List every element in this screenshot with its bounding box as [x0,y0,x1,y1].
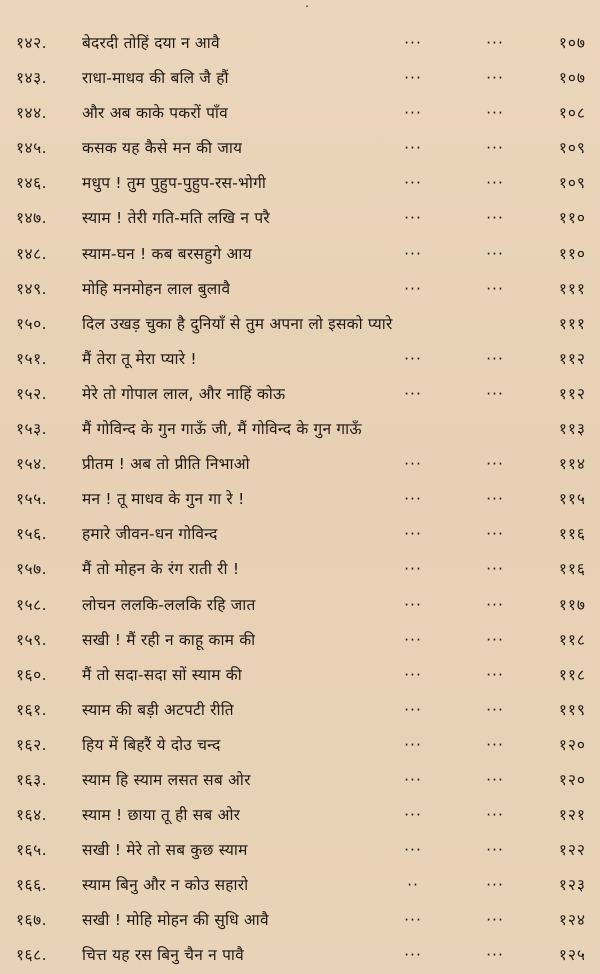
entry-title: कसक यह कैसे मन की जाय [82,139,243,158]
entry-title: प्रीतम ! अब तो प्रीति निभाओ [82,455,250,474]
entry-title: राधा-माधव की बलि जै हौं [82,69,229,88]
entry-number: १६३. [16,770,48,789]
entry-title: मन ! तू माधव के गुन गा रे ! [82,490,245,509]
leader-dots-left: ··· [404,139,422,158]
leader-dots-right: ··· [486,490,504,509]
toc-entry [0,377,600,412]
leader-dots-left: ··· [404,560,422,579]
entry-title: स्याम बिनु और न कोउ सहारो [82,876,249,895]
entry-title: स्याम हि स्याम लसत सब ओर [82,770,251,789]
leader-dots-right: ··· [486,876,504,895]
entry-number: १५१. [16,349,48,368]
leader-dots-right: ··· [486,735,504,754]
entry-number: १६२. [16,735,48,754]
entry-page-number: ११३ [558,420,586,439]
toc-entry [0,272,600,307]
entry-number: १५६. [16,525,48,544]
leader-dots-right: ··· [486,455,504,474]
leader-dots-left: ··· [404,735,422,754]
entry-page-number: ११८ [558,665,586,684]
leader-dots-right: ··· [486,700,504,719]
leader-dots-left: ··· [404,630,422,649]
leader-dots-left: ··· [404,595,422,614]
entry-page-number: १०९ [558,174,586,193]
entry-number: १४७. [16,209,48,228]
entry-number: १४४. [16,104,48,123]
entry-title: स्याम की बड़ी अटपटी रीति [82,700,234,719]
entry-title: मैं तेरा तू मेरा प्यारे ! [82,349,197,368]
toc-entry [0,903,600,938]
toc-entry [0,693,600,728]
entry-page-number: १०८ [558,104,586,123]
toc-entry [0,61,600,96]
leader-dots-left: ··· [404,946,422,965]
leader-dots-left: ··· [404,349,422,368]
entry-page-number: १२२ [558,841,586,860]
leader-dots-left: ··· [404,69,422,88]
leader-dots-left: ··· [404,665,422,684]
entry-title: मोहि मनमोहन लाल बुलावै [82,279,231,298]
leader-dots-right: ··· [486,560,504,579]
leader-dots-left: ··· [404,490,422,509]
leader-dots-right: ··· [486,595,504,614]
leader-dots-left: ··· [404,244,422,263]
entry-page-number: १२५ [558,946,586,965]
entry-number: १५७. [16,560,48,579]
entry-number: १५८. [16,595,48,614]
entry-number: १६५. [16,841,48,860]
entry-title: बेदरदी तोहिं दया न आवै [82,34,220,52]
entry-number: १६४. [16,806,48,825]
entry-page-number: ११० [558,209,586,228]
leader-dots-left: ··· [404,700,422,719]
entry-number: १६७. [16,911,48,930]
entry-number: १४५. [16,139,48,158]
entry-number: १४९. [16,279,48,298]
toc-entry [0,96,600,131]
entry-number: १४२. [16,34,48,52]
leader-dots-left: ··· [404,104,422,123]
toc-entry [0,868,600,903]
entry-page-number: १०७ [558,34,586,52]
toc-entry [0,833,600,868]
toc-entry [0,658,600,693]
leader-dots-right: ··· [486,665,504,684]
entry-number: १४८. [16,244,48,263]
leader-dots-right: ··· [486,349,504,368]
toc-entry [0,201,600,236]
toc-entry [0,237,600,272]
entry-number: १५३. [16,420,48,439]
toc-entry [0,342,600,377]
leader-dots-right: ··· [486,841,504,860]
entry-page-number: ११६ [558,560,586,579]
entry-title: मैं तो मोहन के रंग राती री ! [82,560,240,579]
entry-page-number: १०९ [558,139,586,158]
leader-dots-right: ··· [486,806,504,825]
leader-dots-right: ··· [486,946,504,965]
toc-entry [0,588,600,623]
toc-entry [0,307,600,342]
toc-entry [0,763,600,798]
leader-dots-right: ··· [486,69,504,88]
toc-entry [0,552,600,587]
entry-number: १५९. [16,630,48,649]
leader-dots-left: ··· [404,174,422,193]
entry-page-number: १२३ [558,876,586,895]
entry-title: मैं गोविन्द के गुन गाऊँ जी, मैं गोविन्द के गुन गाऊँ [82,420,362,439]
toc-entry [0,26,600,61]
top-mark: . [305,0,309,10]
entry-number: १६१. [16,700,48,719]
entry-page-number: ११७ [558,595,586,614]
toc-entry [0,412,600,447]
leader-dots-right: ··· [486,911,504,930]
entry-page-number: ११५ [558,490,586,509]
entry-number: १४६. [16,174,48,193]
entry-page-number: १२१ [558,806,586,825]
leader-dots-right: ··· [486,34,504,52]
leader-dots-right: ··· [486,384,504,403]
entry-title: चित्त यह रस बिनु चैन न पावै [82,946,244,965]
entry-title: और अब काके पकरों पाँव [82,104,228,123]
entry-title: सखी ! मेरे तो सब कुछ स्याम [82,841,248,860]
entry-page-number: १२० [558,770,586,789]
entry-title: हमारे जीवन-धन गोविन्द [82,525,218,544]
toc-entry [0,728,600,763]
entry-number: १५२. [16,384,48,403]
toc-entry [0,131,600,166]
table-of-contents [0,26,600,974]
entry-title: मधुप ! तुम पुहुप-पुहुप-रस-भोगी [82,174,267,193]
toc-entry [0,447,600,482]
entry-page-number: १२० [558,735,586,754]
entry-page-number: ११० [558,244,586,263]
entry-number: १४३. [16,69,48,88]
entry-page-number: १११ [558,314,586,333]
entry-title: स्याम-घन ! कब बरसहुगे आय [82,244,252,263]
entry-title: सखी ! मोहि मोहन की सुधि आवै [82,911,269,930]
entry-page-number: १२४ [558,911,586,930]
leader-dots-right: ··· [486,174,504,193]
toc-entry [0,517,600,552]
entry-title: मेरे तो गोपाल लाल, और नाहिं कोऊ [82,384,286,403]
entry-page-number: ११८ [558,630,586,649]
entry-title: सखी ! मैं रही न काहू काम की [82,630,256,649]
leader-dots-left: ··· [404,806,422,825]
entry-title: लोचन ललकि-ललकि रहि जात [82,595,256,614]
leader-dots-right: ··· [486,770,504,789]
leader-dots-left: ··· [404,209,422,228]
leader-dots-left: ··· [404,911,422,930]
leader-dots-right: ··· [486,279,504,298]
entry-number: १६६. [16,876,48,895]
entry-page-number: ११६ [558,525,586,544]
entry-page-number: ११९ [558,700,586,719]
entry-title: मैं तो सदा-सदा सों स्याम की [82,665,242,684]
entry-number: १५५. [16,490,48,509]
leader-dots-right: ··· [486,139,504,158]
entry-number: १६०. [16,665,48,684]
entry-number: १५०. [16,314,48,333]
entry-page-number: १११ [558,279,586,298]
leader-dots-left: ··· [404,770,422,789]
leader-dots-left: ··· [404,841,422,860]
leader-dots-left: ··· [404,34,422,52]
leader-dots-right: ··· [486,104,504,123]
entry-title: दिल उखड़ चुका है दुनियाँ से तुम अपना लो इसको प्यारे [82,314,393,333]
toc-entry [0,482,600,517]
entry-number: १६८. [16,946,48,965]
leader-dots-left: ··· [404,384,422,403]
leader-dots-left: ··· [404,525,422,544]
entry-title: हिय में बिहरैं ये दोउ चन्द [82,735,221,754]
leader-dots-right: ··· [486,525,504,544]
leader-dots-left: ··· [404,455,422,474]
toc-entry [0,166,600,201]
leader-dots-right: ··· [486,244,504,263]
leader-dots-left: ·· [407,876,419,895]
entry-page-number: १०७ [558,69,586,88]
leader-dots-left: ··· [404,279,422,298]
leader-dots-right: ··· [486,630,504,649]
leader-dots-right: ··· [486,209,504,228]
entry-page-number: ११४ [558,455,586,474]
toc-entry [0,798,600,833]
entry-title: स्याम ! छाया तू ही सब ओर [82,806,241,825]
entry-number: १५४. [16,455,48,474]
entry-page-number: ११२ [558,384,586,403]
toc-entry [0,623,600,658]
entry-page-number: ११२ [558,349,586,368]
entry-title: स्याम ! तेरी गति-मति लखि न परै [82,209,270,228]
